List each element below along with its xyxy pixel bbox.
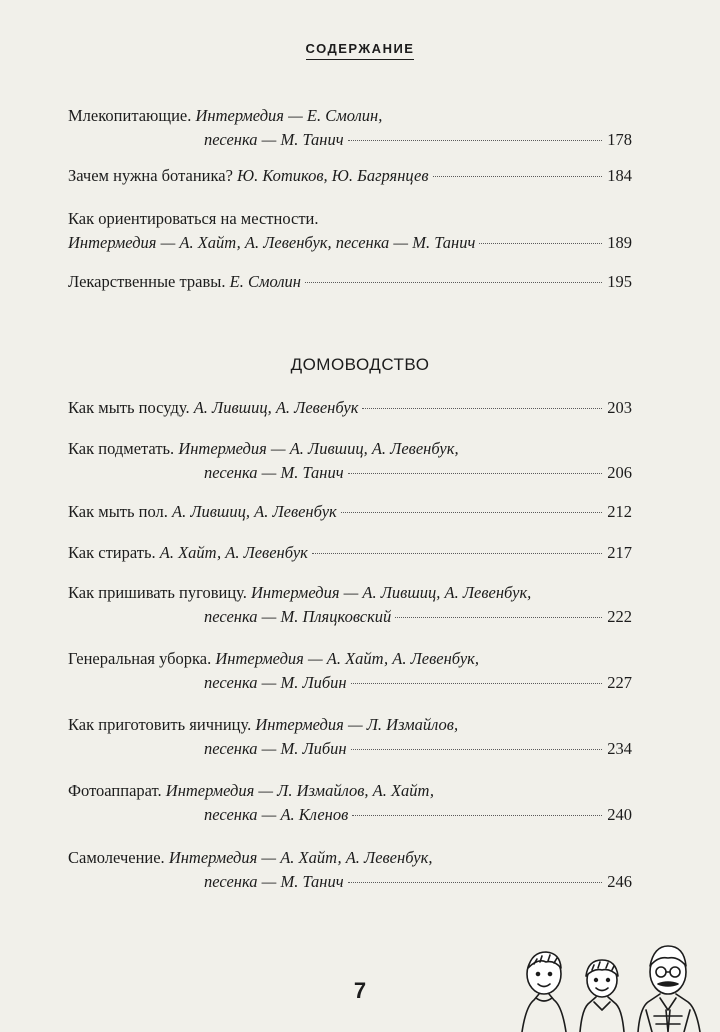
entry-page: 203 — [607, 398, 632, 417]
entry-authors: А. Хайт, А. Левенбук — [159, 543, 308, 562]
entry-page: 240 — [607, 805, 632, 824]
entry-page: 227 — [607, 673, 632, 692]
entry-title: Зачем нужна ботаника? — [68, 166, 233, 185]
entry-title: Млекопитающие. — [68, 106, 192, 125]
entry-authors: Интермедия — Л. Измайлов, А. Хайт, — [165, 781, 434, 800]
toc-entry — [68, 164, 632, 188]
entry-title: Как стирать. — [68, 543, 156, 562]
entry-title: Лекарственные травы. — [68, 272, 226, 291]
entry-page: 184 — [607, 166, 632, 185]
entry-authors: Интермедия — А. Хайт, А. Левенбук, — [168, 848, 433, 867]
entry-page: 189 — [607, 233, 632, 252]
entry-authors: Интермедия — А. Хайт, А. Левенбук, — [215, 649, 480, 668]
entry-page: 234 — [607, 739, 632, 758]
entry-authors-cont: песенка — М. Танич — [204, 463, 344, 482]
leader-dots — [479, 243, 602, 244]
entry-page: 206 — [607, 463, 632, 482]
entry-authors-cont: песенка — М. Танич — [204, 872, 344, 891]
entry-title: Самолечение. — [68, 848, 165, 867]
leader-dots — [341, 512, 602, 513]
entry-page: 195 — [607, 272, 632, 291]
entry-authors: Интермедия — А. Лившиц, А. Левенбук, — [251, 583, 532, 602]
leader-dots — [351, 749, 602, 750]
page-number: 7 — [353, 978, 367, 1003]
entry-authors-cont: песенка — М. Танич — [204, 130, 344, 149]
entry-title: Фотоаппарат. — [68, 781, 162, 800]
leader-dots — [348, 140, 602, 141]
toc-entry — [68, 541, 632, 565]
entry-authors-cont: песенка — А. Кленов — [204, 805, 349, 824]
toc-entry — [68, 581, 632, 629]
entry-authors-cont: Интермедия — А. Хайт, А. Левенбук, песенка — М. Танич — [68, 233, 476, 252]
entry-authors-cont: песенка — М. Либин — [204, 673, 347, 692]
entry-authors: Ю. Котиков, Ю. Багрянцев — [237, 166, 429, 185]
leader-dots — [351, 683, 602, 684]
toc-entry — [68, 647, 632, 695]
section-title: ДОМОВОДСТВО — [290, 355, 430, 374]
leader-dots — [348, 882, 602, 883]
entry-authors-cont: песенка — М. Либин — [204, 739, 347, 758]
running-header — [0, 40, 720, 60]
toc-entry — [68, 779, 632, 827]
leader-dots — [312, 553, 602, 554]
leader-dots — [362, 408, 602, 409]
toc-entry — [68, 500, 632, 524]
entry-page: 217 — [607, 543, 632, 562]
entry-page: 222 — [607, 607, 632, 626]
entry-page: 212 — [607, 502, 632, 521]
entry-title: Как мыть пол. — [68, 502, 168, 521]
entry-authors: А. Лившиц, А. Левенбук — [193, 398, 359, 417]
leader-dots — [395, 617, 602, 618]
entry-title: Как приготовить яичницу. — [68, 715, 252, 734]
entry-authors: Е. Смолин — [229, 272, 301, 291]
toc-entry — [68, 846, 632, 894]
toc-entry — [68, 713, 632, 761]
entry-title: Как ориентироваться на местности. — [68, 209, 319, 228]
toc-entry — [68, 437, 632, 485]
leader-dots — [352, 815, 602, 816]
leader-dots — [305, 282, 602, 283]
entry-authors-cont: песенка — М. Пляцковский — [204, 607, 392, 626]
toc-entry — [68, 104, 632, 152]
entry-page: 178 — [607, 130, 632, 149]
entry-page: 246 — [607, 872, 632, 891]
toc-entry — [68, 396, 632, 420]
entry-authors: Интермедия — А. Лившиц, А. Левенбук, — [178, 439, 459, 458]
entry-authors: Интермедия — Л. Измайлов, — [255, 715, 459, 734]
entry-authors: Интермедия — Е. Смолин, — [195, 106, 383, 125]
entry-title: Как пришивать пуговицу. — [68, 583, 247, 602]
entry-title: Как подметать. — [68, 439, 175, 458]
kids-illustration-icon — [516, 936, 716, 1032]
entry-title: Как мыть посуду. — [68, 398, 190, 417]
leader-dots — [348, 473, 602, 474]
entry-title: Генеральная уборка. — [68, 649, 212, 668]
leader-dots — [433, 176, 602, 177]
header-title: СОДЕРЖАНИЕ — [306, 41, 415, 60]
toc-entry — [68, 207, 632, 255]
toc-entry — [68, 270, 632, 294]
entry-authors: А. Лившиц, А. Левенбук — [172, 502, 337, 521]
